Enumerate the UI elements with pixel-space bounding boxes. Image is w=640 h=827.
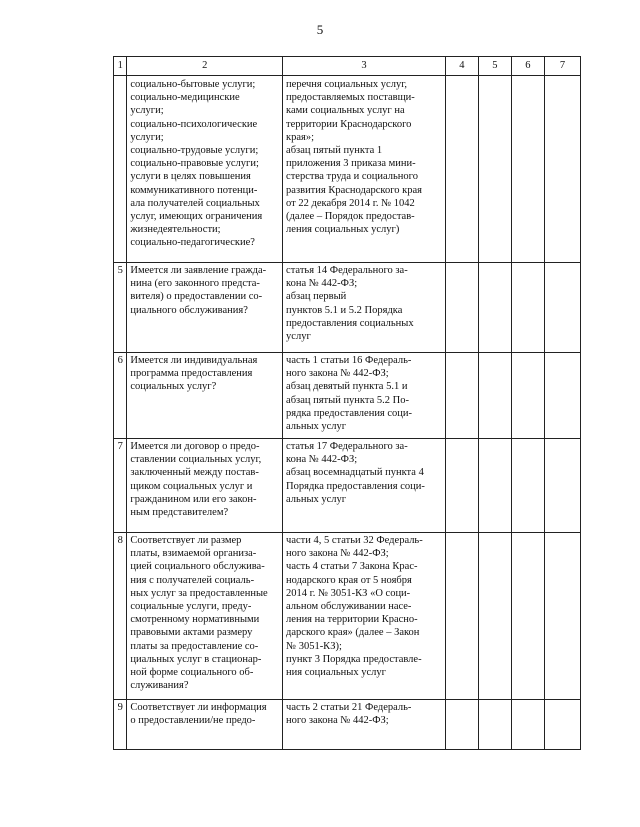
text-line: ления на территории Красно- xyxy=(286,614,418,626)
text-line: предоставления социальных xyxy=(286,317,414,329)
empty-cell-col-5 xyxy=(478,700,511,750)
empty-cell-col-4 xyxy=(445,700,478,750)
text-line: ной форме социального об- xyxy=(130,667,254,679)
text-line: кона № 442-ФЗ; xyxy=(286,278,358,290)
text-line: абзац пятый пункта 5.2 По- xyxy=(286,394,409,406)
text-line: социально-трудовые услуги; xyxy=(130,145,259,157)
text-line: услуги в целях повышения xyxy=(130,171,251,183)
text-line: Соответствует ли размер xyxy=(130,535,242,546)
empty-cell-col-7 xyxy=(544,439,580,533)
text-line: социально-правовые услуги; xyxy=(130,158,259,170)
text-line: 2014 г. № 3051-КЗ «О соци- xyxy=(286,587,411,599)
text-line: ным представителем? xyxy=(130,507,229,519)
text-line: услуг, имеющих ограничения xyxy=(130,211,263,223)
checklist-table xyxy=(113,56,581,750)
text-line: абзац пятый пункта 1 xyxy=(286,145,383,157)
text-line: Соответствует ли информация xyxy=(130,702,267,713)
empty-cell-col-7 xyxy=(544,76,580,263)
empty-cell-col-5 xyxy=(478,439,511,533)
text-line: абзац первый xyxy=(286,291,347,303)
page-number: 5 xyxy=(316,22,324,37)
text-line: стерства труда и социального xyxy=(286,171,418,183)
text-line: Имеется ли заявление гражда- xyxy=(130,265,267,276)
text-line: абзац девятый пункта 5.1 и xyxy=(286,381,408,393)
text-line: альном обслуживании насе- xyxy=(286,601,412,613)
column-header: 2 xyxy=(127,57,283,76)
empty-cell-col-4 xyxy=(445,439,478,533)
empty-cell-col-6 xyxy=(511,353,544,439)
text-line: часть 4 статьи 7 Закона Крас- xyxy=(286,561,418,573)
text-line: гражданином или его закон- xyxy=(130,493,257,505)
text-line: альных услуг xyxy=(286,421,347,433)
text-line: статья 14 Федерального за- xyxy=(286,265,408,276)
table-row xyxy=(114,533,581,700)
text-line: заключенный между постав- xyxy=(130,467,259,479)
text-line: ставлении социальных услуг, xyxy=(130,454,262,466)
header-row xyxy=(114,57,581,76)
text-line: статья 17 Федерального за- xyxy=(286,441,408,452)
question-cell xyxy=(127,700,283,750)
table-row xyxy=(114,263,581,353)
empty-cell-col-7 xyxy=(544,533,580,700)
text-line: правовыми актами размеру xyxy=(130,627,253,639)
text-line: края»; xyxy=(286,131,315,143)
legal-basis-cell xyxy=(283,263,446,353)
text-line: смотренному нормативными xyxy=(130,614,260,626)
text-line: услуги; xyxy=(130,131,164,143)
text-line: развития Краснодарского края xyxy=(286,184,422,196)
empty-cell-col-5 xyxy=(478,353,511,439)
question-cell xyxy=(127,353,283,439)
text-line: ала получателей социальных xyxy=(130,197,260,209)
text-line: альных услуг xyxy=(286,493,347,505)
text-line: пункт 3 Порядка предоставле- xyxy=(286,653,422,665)
text-line: № 3051-КЗ); xyxy=(286,640,342,652)
row-number: 7 xyxy=(114,439,127,533)
text-line: от 22 декабря 2014 г. № 1042 xyxy=(286,197,415,209)
text-line: ного закона № 442-ФЗ; xyxy=(286,715,389,727)
text-line: циального обслуживания? xyxy=(130,304,248,316)
row-number: 5 xyxy=(114,263,127,353)
legal-basis-cell xyxy=(283,439,446,533)
text-line: ния социальных услуг xyxy=(286,667,386,679)
table-row xyxy=(114,353,581,439)
text-line: абзац восемнадцатый пункта 4 xyxy=(286,467,424,479)
column-header: 3 xyxy=(283,57,446,76)
text-line: циальных услуг в стационар- xyxy=(130,653,262,665)
table-row xyxy=(114,439,581,533)
text-line: Порядка предоставления соци- xyxy=(286,480,425,492)
text-line: часть 2 статьи 21 Федераль- xyxy=(286,702,412,713)
row-number: 8 xyxy=(114,533,127,700)
text-line: ления социальных услуг) xyxy=(286,224,400,236)
text-line: социально-медицинские xyxy=(130,92,240,104)
question-cell xyxy=(127,263,283,353)
text-line: щиком социальных услуг и xyxy=(130,480,253,492)
text-line: социальные услуги, преду- xyxy=(130,601,252,613)
text-line: жизнедеятельности; xyxy=(130,224,221,236)
text-line: ния с получателей социаль- xyxy=(130,574,255,586)
legal-basis-cell xyxy=(283,533,446,700)
row-number xyxy=(114,76,127,263)
text-line: ного закона № 442-ФЗ; xyxy=(286,548,389,560)
empty-cell-col-5 xyxy=(478,533,511,700)
text-line: предоставляемых поставщи- xyxy=(286,92,415,104)
text-line: Имеется ли договор о предо- xyxy=(130,441,260,452)
empty-cell-col-4 xyxy=(445,263,478,353)
empty-cell-col-6 xyxy=(511,76,544,263)
empty-cell-col-7 xyxy=(544,353,580,439)
column-header: 1 xyxy=(114,57,127,76)
text-line: служивания? xyxy=(130,680,189,692)
text-line: ных услуг за предоставленные xyxy=(130,587,268,599)
text-line: часть 1 статьи 16 Федераль- xyxy=(286,355,412,366)
row-number: 9 xyxy=(114,700,127,750)
column-header: 5 xyxy=(478,57,511,76)
text-line: социально-педагогические? xyxy=(130,237,255,249)
empty-cell-col-6 xyxy=(511,533,544,700)
text-line: программа предоставления xyxy=(130,368,253,380)
column-header: 7 xyxy=(544,57,580,76)
text-line: платы за предоставление со- xyxy=(130,640,259,652)
empty-cell-col-4 xyxy=(445,533,478,700)
legal-basis-cell xyxy=(283,76,446,263)
text-line: пунктов 5.1 и 5.2 Порядка xyxy=(286,304,403,316)
text-line: услуг xyxy=(286,331,311,343)
text-line: вителя) о предоставлении со- xyxy=(130,291,263,303)
legal-basis-cell xyxy=(283,700,446,750)
empty-cell-col-5 xyxy=(478,263,511,353)
empty-cell-col-7 xyxy=(544,263,580,353)
text-line: ками социальных услуг на xyxy=(286,105,405,117)
text-line: нодарского края от 5 ноября xyxy=(286,574,412,586)
row-number: 6 xyxy=(114,353,127,439)
text-line: о предоставлении/не предо- xyxy=(130,715,256,727)
column-header: 4 xyxy=(445,57,478,76)
text-line: части 4, 5 статьи 32 Федераль- xyxy=(286,535,423,546)
text-line: ного закона № 442-ФЗ; xyxy=(286,368,389,380)
text-line: перечня социальных услуг, xyxy=(286,79,407,90)
text-line: услуги; xyxy=(130,105,164,117)
text-line: приложения 3 приказа мини- xyxy=(286,158,416,170)
empty-cell-col-5 xyxy=(478,76,511,263)
text-line: нина (его законного предста- xyxy=(130,278,260,290)
text-line: Имеется ли индивидуальная xyxy=(130,355,258,366)
empty-cell-col-6 xyxy=(511,700,544,750)
column-header: 6 xyxy=(511,57,544,76)
text-line: платы, взимаемой организа- xyxy=(130,548,257,560)
text-line: рядка предоставления соци- xyxy=(286,407,413,419)
text-line: дарского края» (далее – Закон xyxy=(286,627,420,639)
question-cell xyxy=(127,533,283,700)
text-line: цией социального обслужива- xyxy=(130,561,265,573)
text-line: социальных услуг? xyxy=(130,381,217,393)
empty-cell-col-4 xyxy=(445,353,478,439)
text-line: кона № 442-ФЗ; xyxy=(286,454,358,466)
text-line: социально-бытовые услуги; xyxy=(130,79,256,90)
empty-cell-col-7 xyxy=(544,700,580,750)
text-line: коммуникативного потенци- xyxy=(130,184,258,196)
question-cell xyxy=(127,76,283,263)
table-row xyxy=(114,700,581,750)
text-line: (далее – Порядок предостав- xyxy=(286,211,415,223)
text-line: территории Краснодарского xyxy=(286,118,412,130)
table-row xyxy=(114,76,581,263)
empty-cell-col-6 xyxy=(511,439,544,533)
text-line: социально-психологические xyxy=(130,118,258,130)
question-cell xyxy=(127,439,283,533)
empty-cell-col-4 xyxy=(445,76,478,263)
legal-basis-cell xyxy=(283,353,446,439)
empty-cell-col-6 xyxy=(511,263,544,353)
